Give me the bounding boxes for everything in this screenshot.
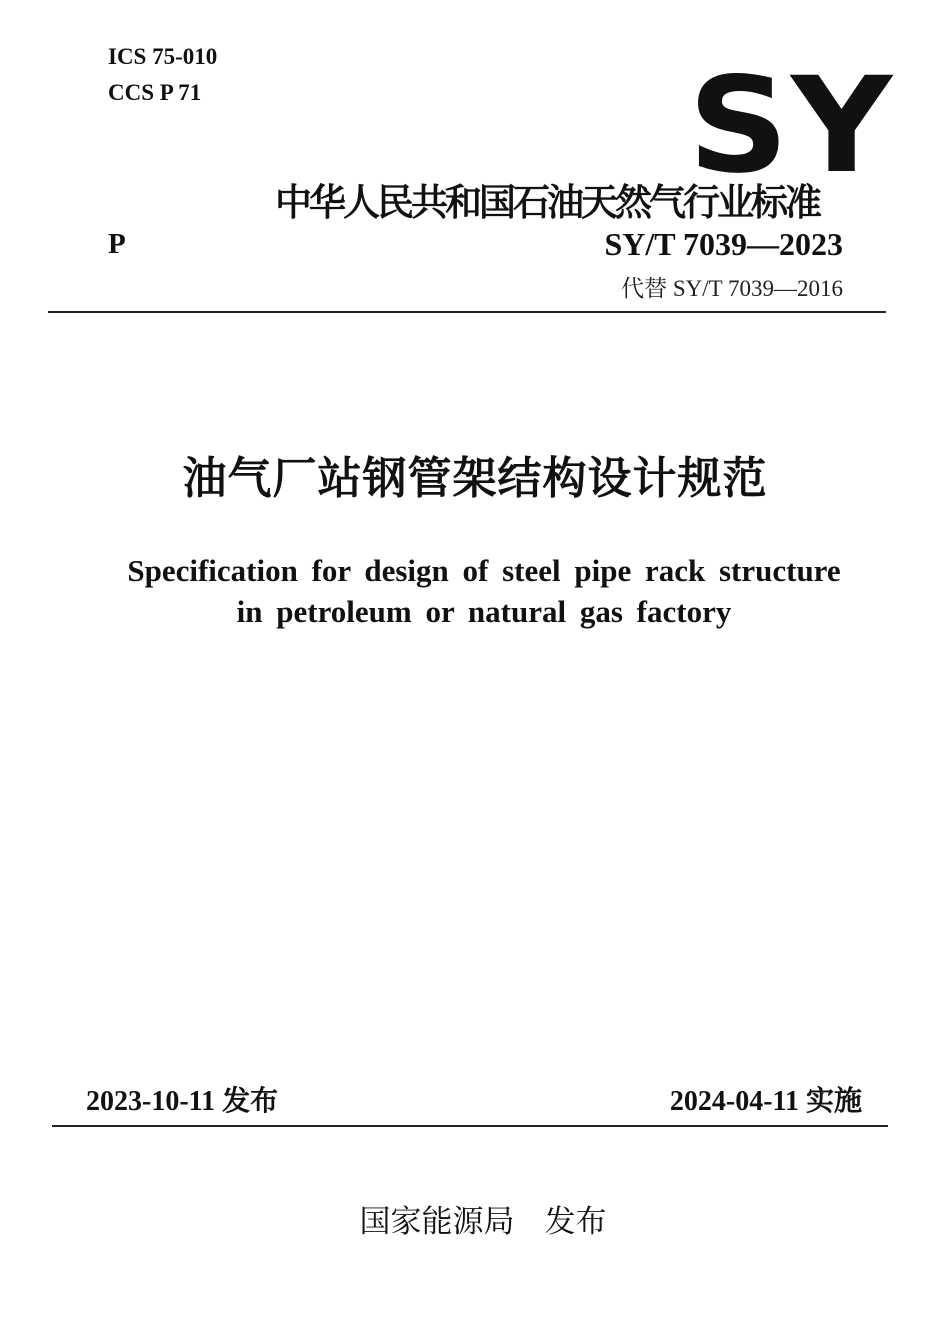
document-title-english-line2: in petroleum or natural gas factory bbox=[236, 594, 732, 629]
classification-letter: P bbox=[108, 228, 126, 260]
document-title-chinese: 油气厂站钢管架结构设计规范 bbox=[182, 453, 768, 504]
ccs-code: CCS P 71 bbox=[108, 80, 202, 105]
replaces-standard: 代替 SY/T 7039—2016 bbox=[621, 276, 843, 301]
ics-code: ICS 75-010 bbox=[108, 44, 218, 69]
publisher-action: 发布 bbox=[544, 1204, 607, 1240]
implement-label: 实施 bbox=[805, 1084, 862, 1117]
document-title-english-line1: Specification for design of steel pipe rack structure bbox=[127, 553, 841, 588]
implement-date: 2024-04-11 bbox=[669, 1086, 799, 1117]
standard-number: SY/T 7039—2023 bbox=[604, 226, 843, 262]
issue-date-block bbox=[86, 1079, 278, 1119]
sy-logo: SY bbox=[688, 49, 895, 203]
industry-standard-heading: 中华人民共和国石油天然气行业标准 bbox=[275, 181, 819, 224]
issue-label: 发布 bbox=[222, 1084, 279, 1117]
publisher-name: 国家能源局 bbox=[359, 1204, 515, 1240]
implement-date-block bbox=[670, 1079, 862, 1119]
header-divider bbox=[48, 311, 886, 313]
publisher-line bbox=[0, 1196, 950, 1241]
issue-date: 2023-10-11 bbox=[86, 1086, 216, 1117]
footer-divider bbox=[52, 1125, 888, 1127]
